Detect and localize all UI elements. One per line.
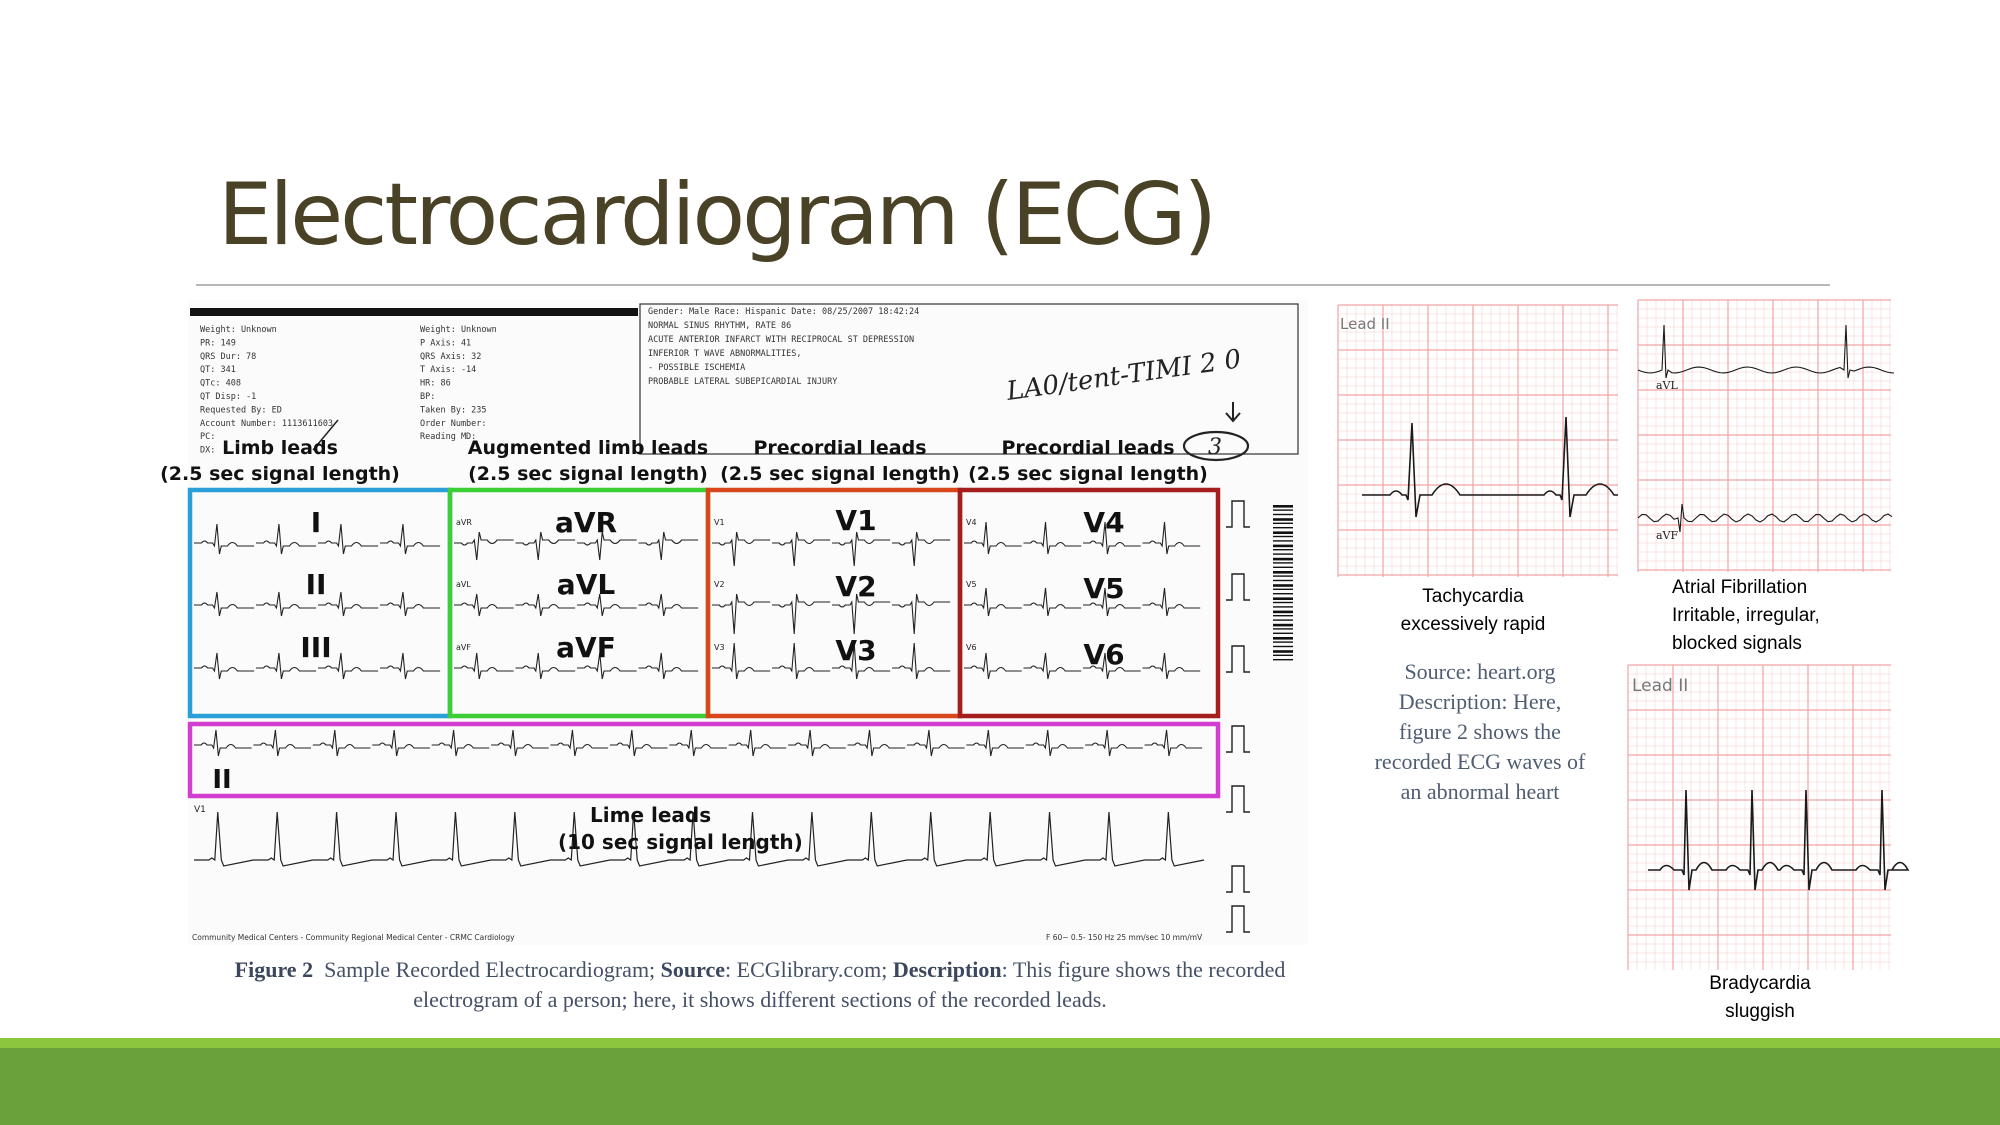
group-label-2: Precordial leads [753,437,927,459]
slide-footer-bar [0,1038,2000,1125]
barcode-bar [1273,619,1293,620]
header-left-line-4: QTc: 408 [200,378,241,389]
slide-footer-accent [0,1038,2000,1048]
header-left-line-6: Requested By: ED [200,405,282,416]
barcode-bar [1273,536,1293,537]
lead-label-V6: V6 [1083,638,1125,671]
barcode-bar [1273,518,1293,521]
group-sub-1: (2.5 sec signal length) [468,463,708,485]
caption-text: Sample Recorded Electrocardiogram; [324,957,656,982]
header-right-line-1: NORMAL SINUS RHYTHM, RATE 86 [648,321,792,331]
header-mid-line-6: Taken By: 235 [420,405,487,416]
barcode-bar [1273,615,1293,616]
header-right-line-0: Gender: Male Race: Hispanic Date: 08/25/2007 18:42:24 [648,307,920,317]
caption-description-label: Description [892,957,1002,982]
small-lead-tag-V1: V1 [714,518,725,527]
barcode-bar [1273,628,1293,629]
caption-source-label: Source [660,957,726,982]
lime-leads-label: Lime leads [590,803,712,827]
barcode-bar [1273,584,1293,587]
small-lead-tag-V3: V3 [714,643,725,652]
source-note-line-2: Description: Here, [1398,689,1562,714]
handwritten-circle-number: 3 [1208,435,1222,460]
caption-source: : ECGlibrary.com; [725,957,888,982]
lead-label-V4: V4 [1083,506,1125,539]
header-right-line-2: ACUTE ANTERIOR INFARCT WITH RECIPROCAL ST DEPRESSION [648,335,915,345]
small-lead-tag-aVL: aVL [456,580,471,589]
header-mid-line-5: BP: [420,392,436,402]
barcode-bar [1273,527,1293,528]
tachycardia-title: Tachycardia [1422,586,1524,607]
barcode-bar [1273,575,1293,576]
barcode-bar [1273,606,1293,607]
barcode-bar [1273,641,1293,642]
barcode-bar [1273,571,1293,574]
sheet-footer-right: F 60~ 0.5- 150 Hz 25 mm/sec 10 mm/mV [1046,933,1203,942]
afib-desc-1: Irritable, irregular, [1672,605,1820,626]
small-lead-tag-V5: V5 [966,580,977,589]
source-note-line-3: figure 2 shows the [1399,719,1561,744]
barcode-bar [1273,655,1293,656]
lead-label-V5: V5 [1083,572,1125,605]
ecg-grid [1338,305,1618,577]
barcode-bar [1273,523,1293,524]
header-left-line-2: QRS Dur: 78 [200,351,257,362]
header-right-line-3: INFERIOR T WAVE ABNORMALITIES, [648,349,802,359]
barcode-bar [1273,514,1293,515]
header-mid-line-8: Reading MD: [420,432,477,443]
header-mid-line-2: QRS Axis: 32 [420,351,482,362]
source-note-line-5: an abnormal heart [1400,779,1560,804]
lead-label-III: III [300,631,332,664]
small-lead-tag-aVR: aVR [456,518,472,527]
sheet-header-bar [190,308,638,316]
header-left-line-3: QT: 341 [200,365,236,376]
lead-label-aVL: aVL [556,568,616,601]
barcode-bar [1273,509,1293,510]
small-lead-tag-V2: V2 [714,580,725,589]
tachycardia-caption [1338,583,1608,639]
group-sub-2: (2.5 sec signal length) [720,463,960,485]
barcode-bar [1273,611,1293,614]
header-left-line-9: DX: [200,445,216,456]
lead-label-aVR: aVR [554,506,618,539]
header-mid-line-3: T Axis: -14 [420,365,477,376]
barcode-bar [1273,505,1293,508]
ecg-sheet-figure [160,300,1308,945]
group-sub-0: (2.5 sec signal length) [160,463,400,485]
afib-lead-top: aVL [1656,379,1678,392]
bradycardia-desc: sluggish [1725,1001,1795,1022]
lead-label-II: II [305,568,327,601]
barcode-bar [1273,646,1293,647]
barcode-bar [1273,540,1293,541]
barcode-bar [1273,602,1293,603]
small-lead-tag-aVF: aVF [456,643,471,652]
lead-label-I: I [310,506,322,539]
barcode-bar [1273,637,1293,640]
header-left-line-5: QT Disp: -1 [200,392,257,402]
barcode-bar [1273,633,1293,634]
brady-lead-label: Lead II [1632,676,1689,696]
header-mid-line-0: Weight: Unknown [420,325,497,335]
lime-leads-sub: (10 sec signal length) [558,830,803,854]
barcode-bar [1273,531,1293,534]
lead-label-V3: V3 [835,634,877,667]
afib-lead-bottom: aVF [1656,529,1679,542]
source-note-line-4: recorded ECG waves of [1374,749,1586,774]
barcode-bar [1273,659,1293,660]
tachycardia-desc: excessively rapid [1400,614,1546,635]
barcode-bar [1273,597,1293,600]
header-left-line-1: PR: 149 [200,338,236,349]
small-lead-tag-V4: V4 [966,518,977,527]
rhythm-lead-label: II [212,765,232,795]
barcode-bar [1273,589,1293,590]
header-left-line-7: Account Number: 1113611603 [200,418,334,429]
group-label-1: Augmented limb leads [467,437,709,459]
barcode-bar [1273,553,1293,554]
small-lead-tag-V6: V6 [966,643,977,652]
small-lead-tag-v1-strip: V1 [194,805,206,815]
tachy-lead-label: Lead II [1340,315,1390,333]
afib-title: Atrial Fibrillation [1672,577,1808,598]
barcode-bar [1273,593,1293,594]
ecg-grid [1628,665,1891,970]
barcode-bar [1273,545,1293,548]
barcode-bar [1273,558,1293,561]
group-label-0: Limb leads [222,437,338,459]
bradycardia-ecg-image [1628,665,1891,970]
figure-caption [210,955,1310,1015]
header-mid-line-1: P Axis: 41 [420,338,472,349]
barcode-bar [1273,580,1293,581]
slide-title: Electrocardiogram (ECG) [218,165,1215,265]
barcode-bar [1273,549,1293,550]
header-left-line-8: PC: [200,432,216,443]
afib-caption [1672,574,1912,658]
header-left-line-0: Weight: Unknown [200,325,277,335]
barcode-bar [1273,624,1293,627]
source-note-line-1: Source: heart.org [1404,659,1556,684]
barcode-bar [1273,650,1293,653]
sheet-footer-left: Community Medical Centers - Community Regional Medical Center - CRMC Cardiology [192,933,515,942]
bradycardia-title: Bradycardia [1709,973,1811,994]
afib-ecg-image [1638,300,1891,572]
header-mid-line-4: HR: 86 [420,378,451,389]
header-right-line-5: PROBABLE LATERAL SUBEPICARDIAL INJURY [648,377,838,387]
header-mid-line-7: Order Number: [420,418,487,429]
tachycardia-ecg-image [1338,305,1618,577]
handwritten-note: LA0/tent-TIMI 2 0 [1004,344,1244,407]
caption-description: : This figure shows the recorded electrogram of a person; here, it shows different sections of the recorded leads. [413,957,1286,1012]
barcode-bar [1273,567,1293,568]
afib-desc-2: blocked signals [1672,633,1802,654]
caption-figure-label: Figure 2 [234,957,314,982]
group-sub-3: (2.5 sec signal length) [968,463,1208,485]
group-label-3: Precordial leads [1001,437,1175,459]
barcode-bar [1273,562,1293,563]
source-note [1350,657,1610,807]
title-divider [196,284,1830,286]
header-right-line-4: - POSSIBLE ISCHEMIA [648,363,746,373]
lead-label-V1: V1 [835,504,877,537]
bradycardia-caption [1640,970,1880,1026]
lead-label-V2: V2 [835,570,877,603]
lead-label-aVF: aVF [556,631,616,664]
